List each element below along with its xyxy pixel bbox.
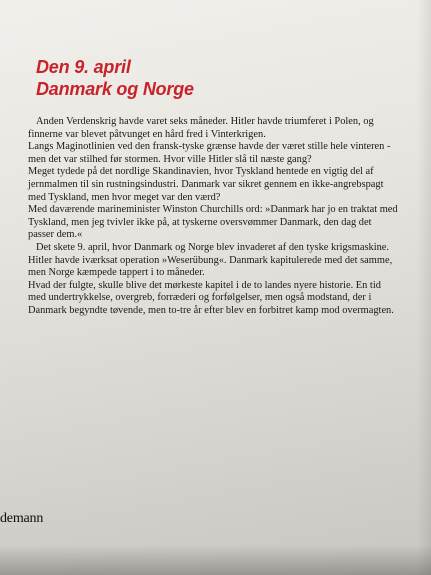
- bottom-shadow: [0, 545, 431, 575]
- edge-shadow: [417, 0, 431, 575]
- paragraph-5: Det skete 9. april, hvor Danmark og Norge blev invaderet af den tyske krigsmaskine. Hitler havde iværksat operation »Weserübung«. Danmark kapitulerede med det samme, men Norge kæmpede tappert i to måneder.: [28, 241, 393, 279]
- publisher-name: demann: [0, 511, 44, 526]
- title-block: [36, 56, 194, 100]
- paragraph-3: Meget tydede på det nordlige Skandinavien, hvor Tyskland hentede en vigtig del af jernmalmen til sin rustningsindustri. Danmark var sikret gennem en ikke-angrebspagt med Tyskland, men hvor meget var den værd?: [28, 166, 384, 203]
- blurb-text: [28, 116, 400, 318]
- paragraph-6: Hvad der fulgte, skulle blive det mørkeste kapitel i de to landes nyere historie. En tid med undertrykkelse, overgreb, forræderi og forfølgelser, men også modstand, der i Danmark begyndte tøvende, men to-tre år efter blev en forbitret kamp mod overmagten.: [28, 279, 394, 316]
- paragraph-1: Anden Verdenskrig havde varet seks måneder. Hitler havde triumferet i Polen, og finnerne var blevet påtvunget en hård fred i Vinterkrigen.: [28, 116, 374, 140]
- paragraph-4: Med daværende marineminister Winston Churchills ord: »Danmark har jo en traktat med Tyskland, men jeg tvivler ikke på, at tyskerne oversvømmer Danmark, den dag det passer dem.«: [28, 204, 398, 241]
- paragraph-2: Langs Maginotlinien ved den fransk-tyske grænse havde der været stille hele vinteren - men det var stilhed før stormen. Hvor ville Hitler slå til næste gang?: [28, 141, 391, 165]
- title-line-2: Danmark og Norge: [36, 79, 194, 99]
- title-line-1: Den 9. april: [36, 57, 131, 77]
